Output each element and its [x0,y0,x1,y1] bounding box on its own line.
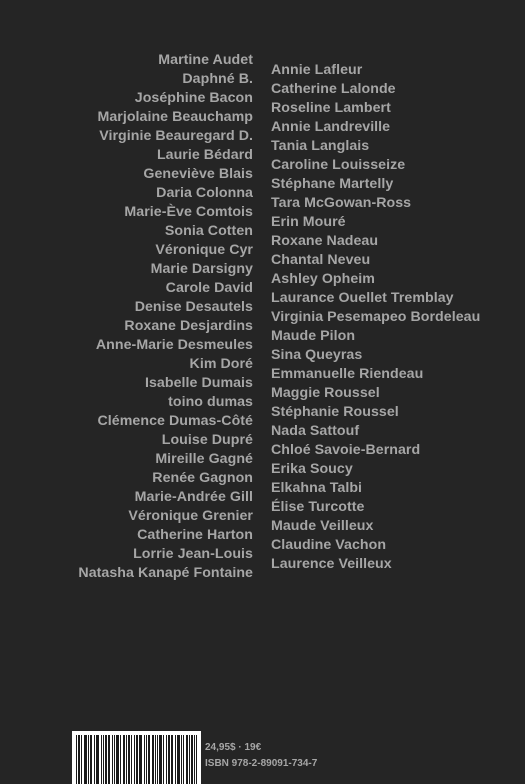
barcode-bar [136,735,137,784]
contributor-name: Lorrie Jean-Louis [133,546,253,562]
barcode-bar [161,735,162,784]
barcode-bar [129,735,130,784]
barcode-bar [153,735,154,784]
barcode-bar [163,735,164,784]
price-info [205,740,317,772]
barcode-bar [78,735,79,784]
contributor-name: Laurance Ouellet Tremblay [271,290,454,306]
barcode-bar [88,735,89,784]
contributor-name: Erin Mouré [271,214,346,230]
contributor-name: Marie-Andrée Gill [134,489,253,505]
isbn-text: ISBN 978-2-89091-734-7 [205,758,318,769]
barcode-bar [101,735,102,784]
barcode-bar [117,735,118,784]
barcode-bar [141,735,142,784]
barcode-bar [114,735,115,784]
barcode-bar [84,735,85,784]
contributor-name: Catherine Lalonde [271,81,396,97]
contributor-name: Roxane Nadeau [271,233,379,249]
contributor-name: Élise Turcotte [271,499,365,515]
barcode-bar [169,735,170,784]
contributor-name: Erika Soucy [271,461,353,477]
barcode-bar [134,735,135,784]
contributor-name: Chloé Savoie-Bernard [271,442,421,458]
contributor-name: Maggie Roussel [271,385,380,401]
barcode-bar [172,735,173,784]
contributor-name: Annie Landreville [271,119,391,135]
barcode-bar [137,735,138,784]
barcode-bar [148,735,149,784]
contributor-name: Clémence Dumas-Côté [97,413,253,429]
contributor-name: Maude Veilleux [271,518,374,534]
barcode-bar [178,735,179,784]
contributor-name: Daria Colonna [156,185,253,201]
contributor-name: Natasha Kanapé Fontaine [78,565,253,581]
contributor-name: Tara McGowan-Ross [271,195,412,211]
contributor-name: Nada Sattouf [271,423,360,439]
barcode-bar [81,735,82,784]
contributor-name: Kim Doré [189,356,253,372]
barcode-bar [79,735,80,784]
barcode-bar [175,735,176,784]
contributor-name: Chantal Neveu [271,252,371,268]
barcode-bar [194,735,195,784]
contributor-name: toino dumas [168,394,253,410]
barcode-bar [159,735,160,784]
barcode-bar [131,735,132,784]
barcode-bar [123,735,124,784]
contributor-name: Anne-Marie Desmeules [95,337,253,353]
barcode-bar [120,735,121,784]
barcode-bar [149,735,150,784]
contributor-name: Elkahna Talbi [271,480,363,496]
contributor-name: Tania Langlais [271,138,370,154]
contributor-name: Marjolaine Beauchamp [97,109,253,125]
contributor-name: Mireille Gagné [155,451,253,467]
contributor-name: Maude Pilon [271,328,356,344]
barcode-bar [140,735,141,784]
barcode-bar [177,735,178,784]
contributor-name: Laurie Bédard [156,147,253,163]
barcode-bar [189,735,190,784]
barcode-bar [108,735,109,784]
contributor-name: Geneviève Blais [143,166,253,182]
barcode-bar [106,735,107,784]
barcode-bar [90,735,91,784]
barcode-bar [191,735,192,784]
barcode-bar [144,735,145,784]
barcode-bar [105,735,106,784]
contributor-name: Virginia Pesemapeo Bordeleau [271,309,481,325]
barcode-icon [76,735,197,784]
barcode-bar [112,735,113,784]
barcode-bar [103,735,104,784]
barcode-bar [96,735,97,784]
contributor-name: Marie Darsigny [150,261,253,277]
barcode-bar [76,735,77,784]
contributor-name: Catherine Harton [137,527,253,543]
contributor-name: Carole David [165,280,253,296]
barcode-bar [160,735,161,784]
contributor-name: Daphné B. [182,71,253,87]
contributor-name: Emmanuelle Riendeau [271,366,424,382]
barcode-bar [124,735,125,784]
contributor-name: Sina Queyras [271,347,363,363]
barcode-bar [196,735,197,784]
contributor-name: Joséphine Bacon [134,90,253,106]
contributor-name: Virginie Beauregard D. [99,128,253,144]
contributor-name: Sonia Cotten [164,223,253,239]
barcode-bar [139,735,140,784]
contributor-name: Ashley Opheim [271,271,375,287]
barcode-bar [157,735,158,784]
barcode-bar [168,735,169,784]
barcode-bar [179,735,180,784]
barcode-bar [166,735,167,784]
contributor-name: Martine Audet [158,52,253,68]
contributor-name: Caroline Louisseize [271,157,406,173]
barcode-bar [186,735,187,784]
contributor-name: Claudine Vachon [271,537,387,553]
contributor-name: Isabelle Dumais [145,375,253,391]
contributor-name: Marie-Ève Comtois [124,204,253,220]
barcode-bar [183,735,184,784]
contributor-name: Roxane Desjardins [124,318,253,334]
contributor-name: Véronique Cyr [155,242,253,258]
barcode-bar [86,735,87,784]
contributor-name: Renée Gagnon [152,470,253,486]
barcode-label [72,731,201,784]
barcode-bar [146,735,147,784]
contributor-name: Stéphane Martelly [271,176,394,192]
contributor-name: Louise Dupré [161,432,253,448]
contributor-name: Denise Desautels [134,299,253,315]
contributor-name: Laurence Veilleux [271,556,392,572]
barcode-bar [126,735,127,784]
barcode-bar [98,735,99,784]
barcode-bar [116,735,117,784]
barcode-bar [128,735,129,784]
barcode-bar [192,735,193,784]
contributors-right-column [271,61,480,574]
contributor-name: Annie Lafleur [271,62,363,78]
contributor-name: Stéphanie Roussel [271,404,399,420]
barcode-bar [97,735,98,784]
barcode-bar [152,735,153,784]
barcode-bar [91,735,92,784]
price-text: 24,95$ · 19€ [205,742,262,753]
barcode-bar [187,735,188,784]
barcode-bar [181,735,182,784]
barcode-bar [85,735,86,784]
contributors-left-column [78,51,253,583]
barcode-bar [94,735,95,784]
barcode-bar [155,735,156,784]
contributor-name: Véronique Grenier [128,508,253,524]
barcode-bar [109,735,110,784]
barcode-bar [171,735,172,784]
contributor-name: Roseline Lambert [271,100,391,116]
barcode-bar [118,735,119,784]
